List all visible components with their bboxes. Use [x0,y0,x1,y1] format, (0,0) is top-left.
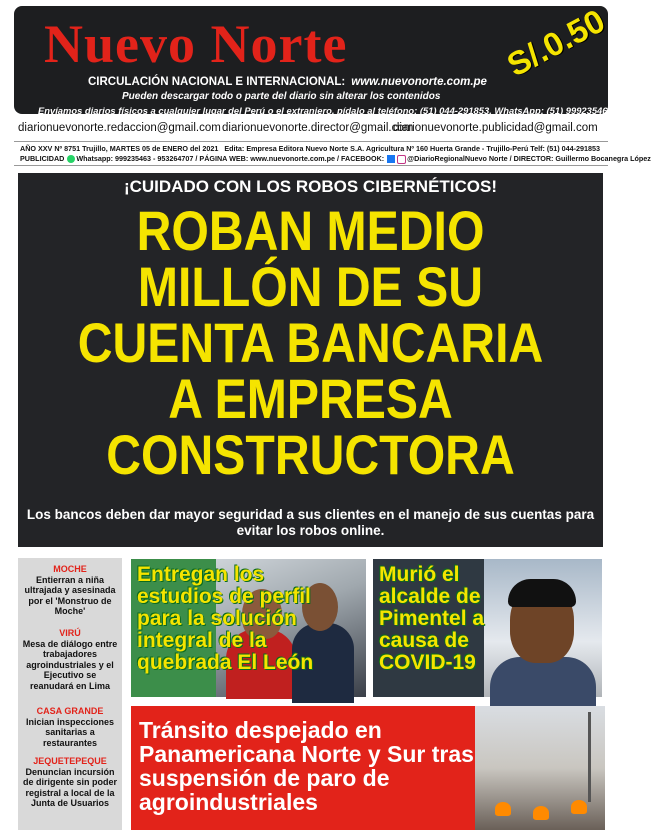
edition-line [20,144,600,153]
whatsapp-number: Whatsapp: 999235463 - 953264707 [76,154,194,163]
story-headline: Entregan los estudios de perfil para la solución integral de la quebrada El León [137,563,314,674]
divider [14,165,608,166]
lead-headline [18,199,603,486]
divider [14,141,608,142]
edition-info: AÑO XXV Nº 8751 Trujillo, MARTES 05 de ENERO del 2021 [20,144,219,153]
brief-text: Entierran a niña ultrajada y asesinada por el 'Monstruo de Moche' [24,574,116,616]
email-director[interactable]: diarionuevonorte.director@gmail.com [222,122,414,134]
lead-story[interactable] [18,173,603,547]
circulation-line [88,76,487,88]
brief-text: Denuncian incursión de dirigente sin poder registral a local de la Junta de Usuarios [22,766,117,808]
brief-text: Inician inspecciones sanitarias a restaurantes [25,716,115,748]
download-note: Pueden descargar todo o parte del diario sin alterar los contenidos [122,91,441,102]
instagram-icon [397,155,406,164]
fire-icon [571,800,587,814]
mayor-hair [508,579,576,607]
facebook-label: / FACEBOOK: [337,154,385,163]
road-photo [475,706,605,830]
brief-item[interactable] [18,706,122,748]
brief-text: Mesa de diálogo entre trabajadores agroindustriales y el Ejecutivo se reanudará en Lima [22,638,118,691]
web-address[interactable]: www.nuevonorte.com.pe [250,154,336,163]
whatsapp-icon [67,155,75,163]
brief-tag: JEQUETEPEQUE [33,756,107,766]
story-headline: Tránsito despejado en Panamericana Norte y Sur tras suspensión de paro de agroindustriales [139,717,474,815]
story-studies[interactable] [131,559,366,697]
headline-line: MILLÓN DE SU [137,255,484,318]
story-traffic[interactable] [131,706,605,830]
circulation-label: CIRCULACIÓN NACIONAL E INTERNACIONAL: [88,76,346,88]
mayor-photo [484,559,602,697]
mayor-shirt [490,657,596,707]
headline-line: CUENTA BANCARIA [77,311,544,374]
light-pole [588,712,591,802]
facebook-icon [387,155,395,163]
brief-tag: VIRÚ [59,628,81,638]
email-redaccion[interactable]: diarionuevonorte.redaccion@gmail.com [18,122,221,134]
contact-line [20,154,651,164]
headline-line: ROBAN MEDIO [136,199,485,262]
story-headline: Murió el alcalde de Pimentel a causa de COVID-19 [379,563,485,674]
fire-icon [533,806,549,820]
shipping-note: Envíamos diarios físicos a cualquier lugar del Perú o el extranjero, pídalo al teléfono: (51) 044-291853, WhatsApp: (51) 999235463 [38,105,613,116]
newspaper-logo: Nuevo Norte [44,14,348,74]
lead-kicker: ¡CUIDADO CON LOS ROBOS CIBERNÉTICOS! [123,177,498,196]
headline-line: A EMPRESA [168,367,453,430]
email-publicidad[interactable]: diarionuevonorte.publicidad@gmail.com [393,122,598,134]
brief-item[interactable] [18,756,122,809]
brief-item[interactable] [18,564,122,617]
lead-deck: Los bancos deben dar mayor seguridad a sus clientes en el manejo de sus cuentas para evitar los robos online. [26,507,595,538]
web-label: / PÁGINA WEB: [195,154,249,163]
headline-line: CONSTRUCTORA [106,423,515,486]
brief-tag: CASA GRANDE [36,706,104,716]
briefs-column [18,558,122,830]
story-mayor[interactable] [373,559,602,697]
social-handle[interactable]: @DiarioRegionalNuevo Norte [407,154,508,163]
fire-icon [495,802,511,816]
publicidad-label: PUBLICIDAD [20,154,65,163]
brief-item[interactable] [18,628,122,691]
price-tag: S/.0.50 [500,1,611,84]
brief-tag: MOCHE [53,564,87,574]
director-info: / DIRECTOR: Guillermo Bocanegra López [509,154,651,163]
publisher-info: Edita: Empresa Editora Nuevo Norte S.A. Agricultura Nº 160 Huerta Grande - Trujillo-Perú Telf: (51) 044-291853 [224,144,601,153]
website-link[interactable]: www.nuevonorte.com.pe [351,76,487,88]
